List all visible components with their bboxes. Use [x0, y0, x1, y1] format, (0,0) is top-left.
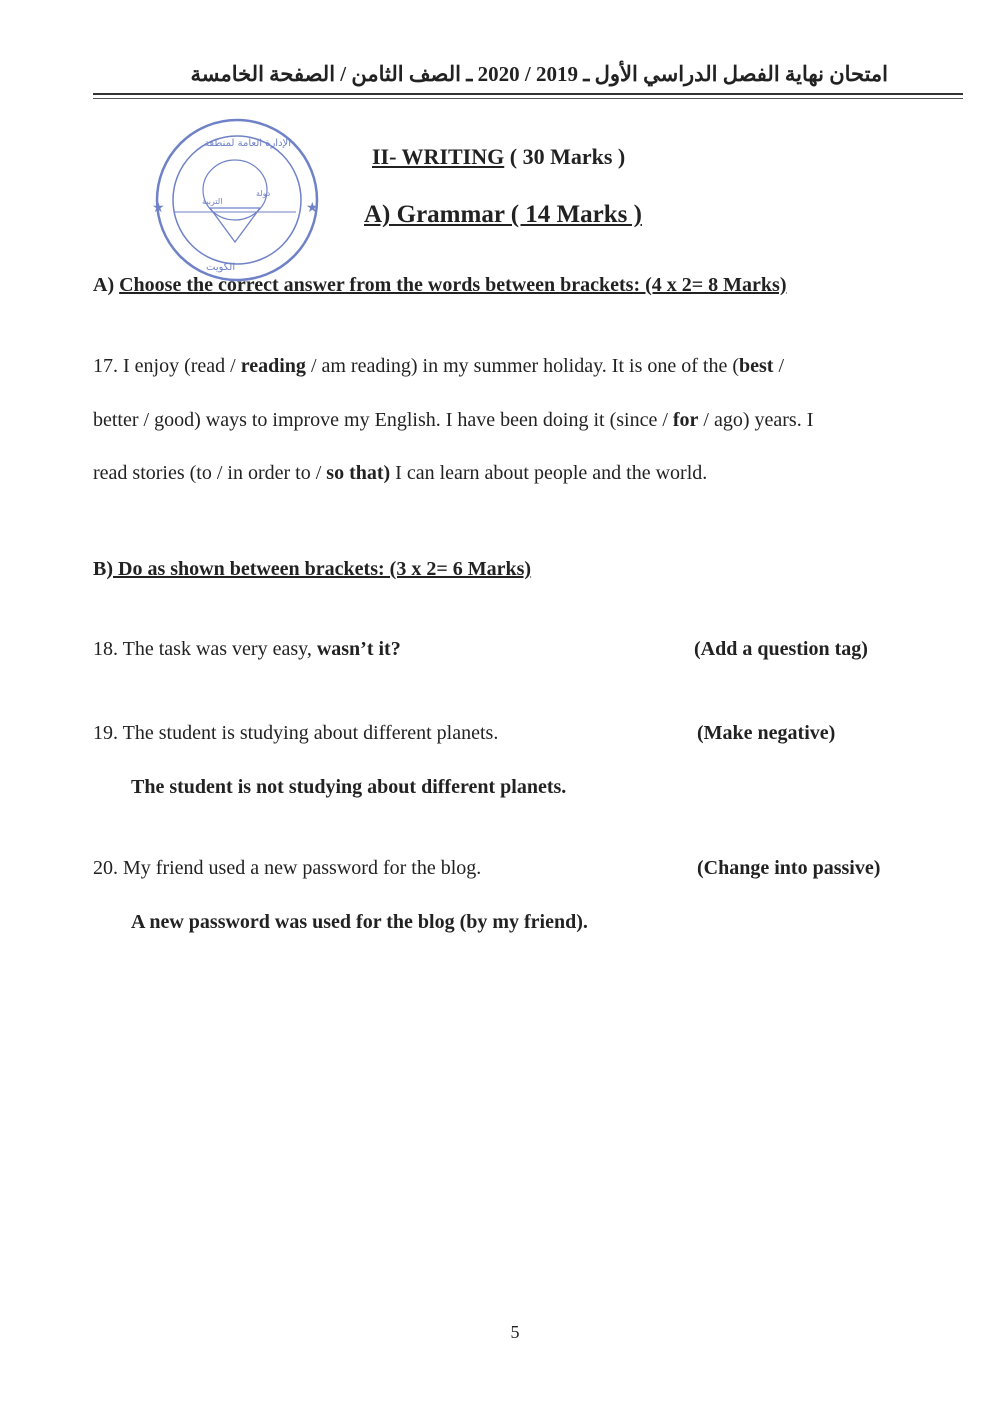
q17-text: / ago) years. I — [698, 409, 814, 431]
part-b-instruction — [93, 558, 531, 581]
q17-text: 17. I enjoy (read / — [93, 355, 241, 377]
q18-line — [93, 638, 401, 661]
svg-text:الإدارة العامة لمنطقة: الإدارة العامة لمنطقة — [204, 138, 292, 149]
grammar-title: A) Grammar ( 14 Marks ) — [364, 201, 642, 228]
q17-text: better / good) ways to improve my English. I have been doing it (since / — [93, 409, 673, 431]
q17-answer-for: for — [672, 409, 699, 431]
q17-text: read stories (to / in order to / — [93, 462, 327, 484]
section-title-label: II- WRITING — [372, 144, 505, 169]
q20-sentence: 20. My friend used a new password for the blog. — [93, 857, 482, 879]
part-a-prefix: A) — [93, 274, 120, 296]
q18-direction: (Add a question tag) — [694, 638, 868, 660]
part-b-prefix: B) — [93, 558, 113, 580]
part-a-instruction — [93, 274, 786, 297]
svg-text:★: ★ — [306, 200, 319, 216]
q17-answer-so-that: so that) — [326, 462, 391, 484]
q17-text: I can learn about people and the world. — [390, 462, 708, 484]
q17-line-1 — [93, 355, 784, 378]
official-stamp-seal — [144, 112, 330, 292]
header-rule — [93, 93, 963, 95]
svg-text:★: ★ — [152, 200, 165, 216]
section-title-marks: ( 30 Marks ) — [504, 144, 626, 169]
part-b-text: Do as shown between brackets: (3 x 2= 6 Marks) — [113, 558, 532, 580]
q17-text: / — [773, 355, 784, 377]
q19-sentence: 19. The student is studying about different planets. — [93, 722, 499, 744]
header-rule-thin — [93, 98, 963, 99]
svg-text:التربية: التربية — [202, 197, 223, 206]
q18-answer: wasn’t it? — [316, 638, 401, 660]
q17-text: / am reading) in my summer holiday. It is one of the ( — [305, 355, 739, 377]
section-title — [372, 144, 625, 170]
q18-sentence: 18. The task was very easy, — [93, 638, 317, 660]
q17-answer-best: best — [738, 355, 774, 377]
part-a-text: Choose the correct answer from the words between brackets: (4 x 2= 8 Marks) — [119, 274, 787, 296]
q17-line-2 — [93, 409, 813, 432]
svg-text:الكويت: الكويت — [206, 262, 236, 273]
page-number: 5 — [510, 1322, 520, 1342]
q17-line-3 — [93, 462, 707, 485]
q20-answer: A new password was used for the blog (by my friend). — [131, 911, 588, 933]
exam-header: امتحان نهاية الفصل الدراسي الأول ـ 2019 / 2020 ـ الصف الثامن / الصفحة الخامسة — [190, 62, 888, 86]
q20-direction: (Change into passive) — [697, 857, 881, 879]
q17-answer-reading: reading — [240, 355, 306, 377]
svg-text:دولة: دولة — [256, 189, 271, 198]
q19-direction: (Make negative) — [697, 722, 836, 744]
q19-answer: The student is not studying about different planets. — [131, 776, 567, 798]
